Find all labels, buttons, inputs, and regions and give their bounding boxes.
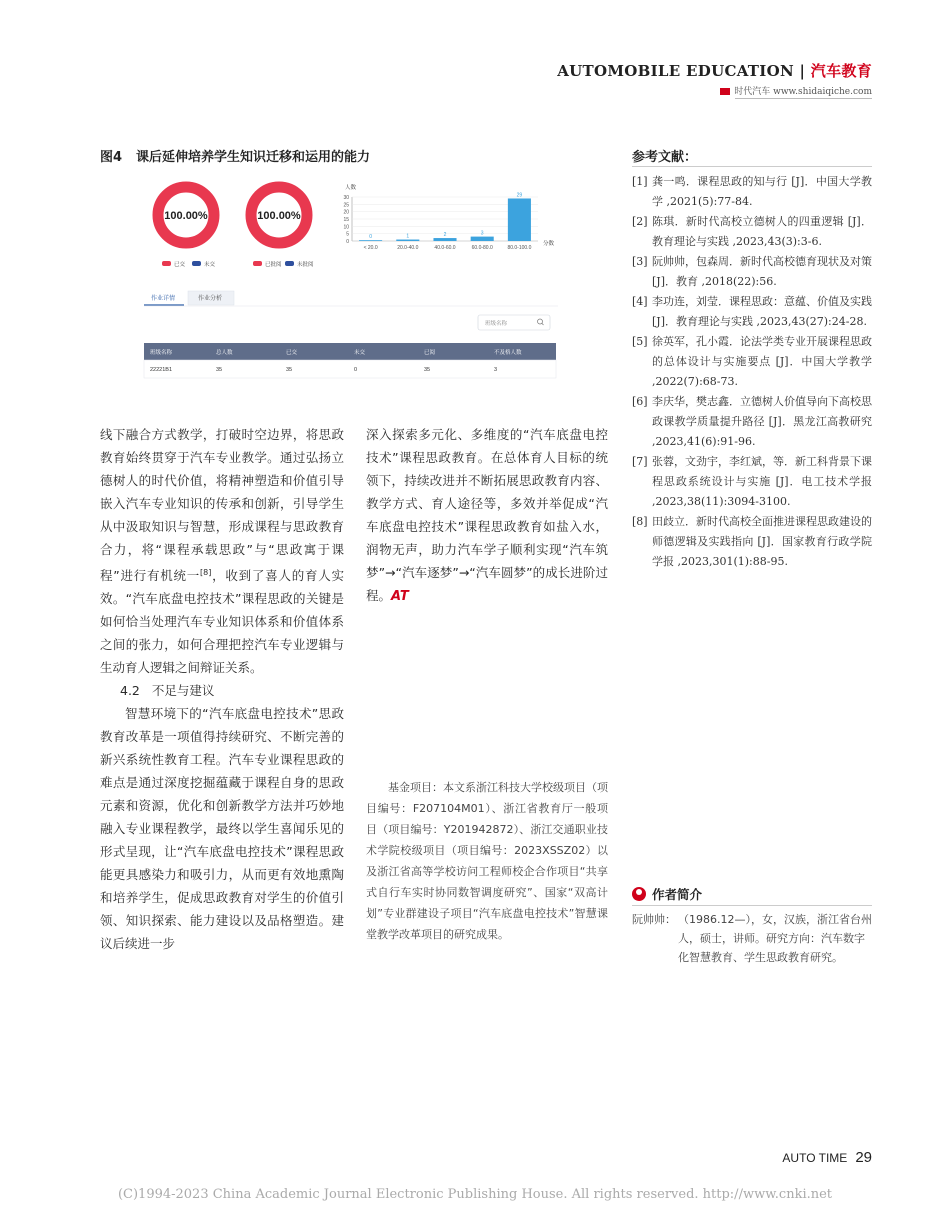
section-title: 不足与建议 xyxy=(151,683,215,699)
table-header-cell: 班级名称 xyxy=(150,350,173,356)
paragraph-1-tail: ，收到了喜人的育人实效。“汽车底盘电控技术”课程思政的关键是如何恰当处理汽车专业知识体系和价值体系之间的张力，如何合理把控汽车专业逻辑与生动育人逻辑之间辩证关系。 xyxy=(100,568,344,676)
author-rule xyxy=(632,905,872,906)
table-cell: 35 xyxy=(286,367,293,373)
reference-item xyxy=(632,332,872,392)
chart-bar xyxy=(359,240,382,241)
figure-caption xyxy=(100,146,370,165)
paragraph-3 xyxy=(366,423,608,608)
section-number: 4.2 xyxy=(120,683,140,699)
reference-item xyxy=(632,172,872,212)
chart-xtick-label: 20.0-40.0 xyxy=(397,245,419,251)
author-bio xyxy=(632,910,872,967)
chart-ylabel: 人数 xyxy=(345,185,357,191)
tab-homework-analysis[interactable]: 作业分析 xyxy=(198,296,223,302)
author-description: （1986.12—），女，汉族，浙江省台州人，硕士，讲师。研究方向：汽车数字化智慧教育、学生思政教育研究。 xyxy=(678,913,872,964)
funding-text: 基金项目：本文系浙江科技大学校级项目（项目编号：F207104M01）、浙江省教育厅一般项目（项目编号：Y201942872）、浙江交通职业技术学院校级项目（项目编号：2023XSSZ02）以及浙江省高等学校访问工程师校企合作项目“共享式自行车实时协同数智调度研究”、国家“双高计划”专业群建设子项目“汽车底盘电控技术”智慧课堂教学改革项目的研究成果。 xyxy=(366,781,608,941)
reference-number: [5] xyxy=(632,335,648,348)
author-name: 阮帅帅： xyxy=(632,913,676,926)
section-heading xyxy=(100,679,344,702)
reference-number: [7] xyxy=(632,455,648,468)
chart-data-label: 3 xyxy=(480,230,484,237)
table-header-cell: 总人数 xyxy=(216,350,233,356)
journal-website: 时代汽车 www.shidaiqiche.com xyxy=(734,87,872,97)
reference-item xyxy=(632,512,872,572)
citation-8: [8] xyxy=(200,568,212,577)
chart-bar xyxy=(471,237,494,241)
author-heading xyxy=(632,885,702,903)
table-header-cell: 未交 xyxy=(354,350,366,356)
chart-xtick-label: 60.0-80.0 xyxy=(471,245,493,251)
figure-caption-text: 课后延伸培养学生知识迁移和运用的能力 xyxy=(136,150,371,165)
reference-text: 田歧立．新时代高校全面推进课程思政建设的师德逻辑及实践指向 [J]．国家教育行政学院学报 ,2023,301(1):88-95. xyxy=(652,515,872,568)
chart-bar xyxy=(508,198,531,241)
tab-homework-detail[interactable]: 作业详情 xyxy=(151,296,176,302)
reference-number: [6] xyxy=(632,395,648,408)
journal-header-title xyxy=(557,60,872,81)
author-heading-text: 作者简介 xyxy=(652,887,703,902)
chart-ytick-label: 0 xyxy=(346,239,349,245)
paragraph-2: 智慧环境下的“汽车底盘电控技术”思政教育改革是一项值得持续研究、不断完善的新兴系统性教育工程。汽车专业课程思政的难点是通过深度挖掘蕴藏于课程自身的思政元素和资源，优化和创新教学方法并巧妙地融入专业课程教学，最终以学生喜闻乐见的形式呈现，让“汽车底盘电控技术”课程思政能更具感染力和吸引力，从而更有效地熏陶和培养学生，促成思政教育对学生的价值引领、知识探索、能力建设以及品格塑造。建议后续进一步 xyxy=(100,706,344,952)
homework-stats-figure xyxy=(140,175,560,385)
journal-title-cn: 汽车教育 xyxy=(810,62,872,80)
paragraph-1 xyxy=(100,423,344,679)
class-search-placeholder: 班级名称 xyxy=(485,321,508,327)
reference-number: [4] xyxy=(632,295,648,308)
copyright-notice: (C)1994-2023 China Academic Journal Electronic Publishing House. All rights reserved. http://www.cnki.net xyxy=(117,1187,833,1202)
references-list xyxy=(632,172,872,572)
chart-ytick-label: 20 xyxy=(343,209,349,216)
body-column-2 xyxy=(366,423,608,608)
chart-data-label: 2 xyxy=(443,232,447,239)
reference-text: 李功连，刘莹．课程思政：意蕴、价值及实践 [J]．教育理论与实践 ,2023,43(27):24-28. xyxy=(652,295,872,328)
reference-number: [3] xyxy=(632,255,648,268)
chart-ytick-label: 30 xyxy=(343,195,349,201)
reference-number: [1] xyxy=(632,175,648,188)
figure-label: 图4 xyxy=(100,150,123,165)
mail-icon xyxy=(720,88,730,95)
header-rule xyxy=(735,98,872,99)
footer-magazine: AUTO TIME xyxy=(782,1151,848,1165)
chart-xtick-label: 80.0-100.0 xyxy=(507,245,532,251)
table-cell: 3 xyxy=(494,367,498,373)
legend-submitted: 已交 xyxy=(174,262,186,268)
reference-text: 张蓉，文劲宇，李红斌，等．新工科背景下课程思政系统设计与实施 [J]．电工技术学报 ,2023,38(11):3094-3100. xyxy=(652,455,872,508)
journal-title-separator: | xyxy=(799,62,806,80)
reference-text: 龚一鸣．课程思政的知与行 [J]．中国大学教学 ,2021(5):77-84. xyxy=(652,175,872,208)
table-cell: 0 xyxy=(354,367,358,373)
chart-ytick-label: 15 xyxy=(343,217,349,223)
table-header-cell: 已交 xyxy=(286,350,298,356)
page-number: 29 xyxy=(855,1149,872,1166)
page-footer xyxy=(782,1149,872,1166)
reference-text: 李庆华，樊志鑫．立德树人价值导向下高校思政课教学质量提升路径 [J]．黑龙江高教研究 ,2023,41(6):91-96. xyxy=(652,395,872,448)
legend-reviewed: 已批阅 xyxy=(265,262,282,268)
reference-number: [2] xyxy=(632,215,648,228)
chart-ytick-label: 10 xyxy=(343,224,349,231)
donut-submitted-value: 100.00% xyxy=(164,210,208,222)
legend-swatch-red xyxy=(162,261,171,266)
end-of-article-mark: AT xyxy=(391,589,409,604)
legend-swatch-blue xyxy=(192,261,201,266)
legend-not-submitted: 未交 xyxy=(204,262,216,268)
person-icon xyxy=(632,887,646,901)
legend-swatch-red-2 xyxy=(253,261,262,266)
donut-reviewed-value: 100.00% xyxy=(257,210,301,222)
paragraph-3-text: 深入探索多元化、多维度的“汽车底盘电控技术”课程思政教育。在总体育人目标的统领下，持续改进并不断拓展思政教育内容、教学方式、育人途径等，多效并举促成“汽车底盘电控技术”课程思政教育如盐入水，润物无声，助力汽车学子顺利实现“汽车筑梦”→“汽车逐梦”→“汽车圆梦”的成长进阶过程。 xyxy=(366,427,608,603)
reference-text: 徐英军，孔小霞．论法学类专业开展课程思政的总体设计与实施要点 [J]．中国大学教学 ,2022(7):68-73. xyxy=(652,335,872,388)
reference-item xyxy=(632,392,872,452)
table-header-cell: 不及格人数 xyxy=(494,350,522,356)
reference-item xyxy=(632,252,872,292)
chart-data-label: 1 xyxy=(406,233,410,240)
chart-data-label: 29 xyxy=(516,192,523,199)
references-rule xyxy=(632,166,872,167)
journal-title-en: AUTOMOBILE EDUCATION xyxy=(557,62,794,80)
reference-item xyxy=(632,452,872,512)
chart-ytick-label: 25 xyxy=(343,202,349,209)
reference-text: 陈琪．新时代高校立德树人的四重逻辑 [J]．教育理论与实践 ,2023,43(3):3-6. xyxy=(652,215,872,248)
reference-number: [8] xyxy=(632,515,648,528)
legend-not-reviewed: 未批阅 xyxy=(297,262,314,268)
table-header-cell: 已阅 xyxy=(424,350,436,356)
chart-xtick-label: < 20.0 xyxy=(363,245,378,251)
chart-data-label: 0 xyxy=(369,234,372,241)
chart-bar xyxy=(433,238,456,241)
reference-item xyxy=(632,212,872,252)
body-column-1 xyxy=(100,423,344,955)
table-cell: 35 xyxy=(216,367,223,373)
chart-ytick-label: 5 xyxy=(346,231,349,238)
funding-note xyxy=(366,777,608,945)
table-cell: 35 xyxy=(424,367,431,373)
chart-bar xyxy=(396,240,419,241)
journal-subtitle xyxy=(720,84,872,97)
paragraph-1-text: 线下融合方式教学，打破时空边界，将思政教育始终贯穿于汽车专业教学。通过弘扬立德树人的时代价值，将精神塑造和价值引导嵌入汽车专业知识的传承和创新，引导学生从中汲取知识与智慧，形成课程与思政教育合力，将“课程承载思政”与“思政寓于课程”进行有机统一 xyxy=(100,427,344,584)
reference-item xyxy=(632,292,872,332)
references-title: 参考文献： xyxy=(632,150,698,165)
reference-text: 阮帅帅，包森周．新时代高校德育现状及对策 [J]．教育 ,2018(22):56. xyxy=(652,255,872,288)
table-cell: 22221B1 xyxy=(150,367,173,373)
chart-xlabel: 分数 xyxy=(543,241,555,247)
legend-swatch-blue-2 xyxy=(285,261,294,266)
score-distribution-chart xyxy=(343,183,554,251)
chart-xtick-label: 40.0-60.0 xyxy=(434,245,456,251)
